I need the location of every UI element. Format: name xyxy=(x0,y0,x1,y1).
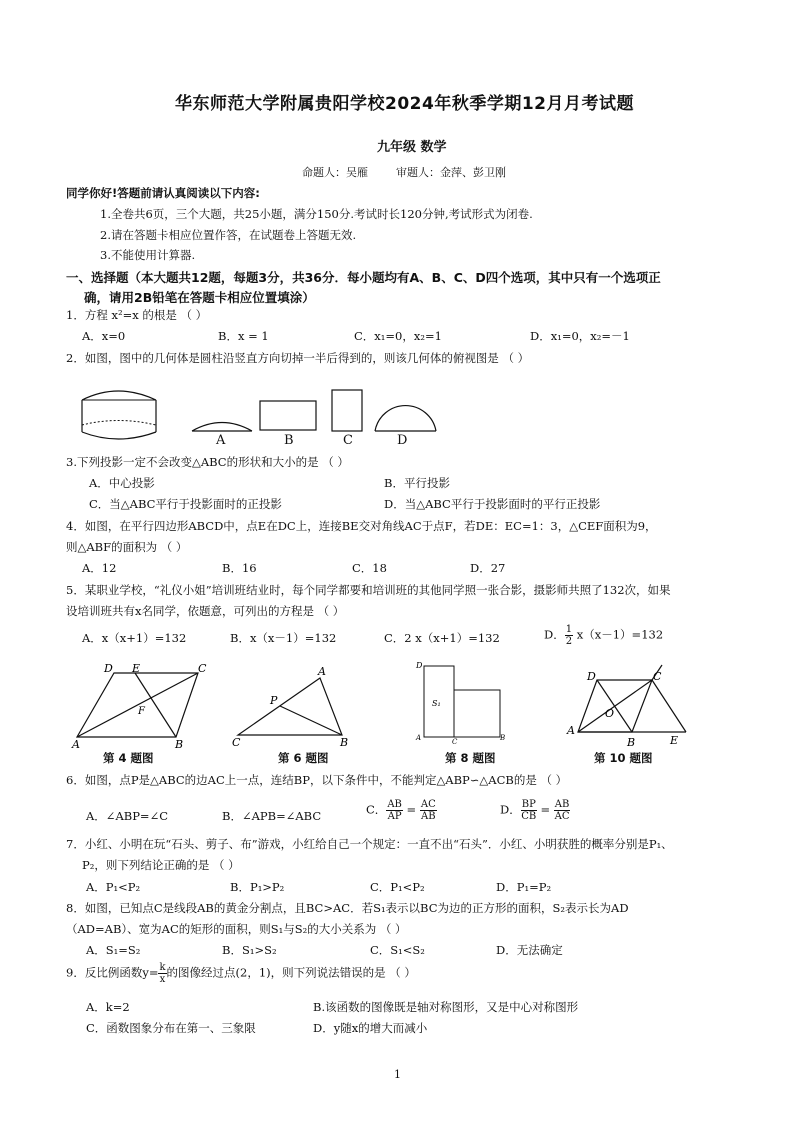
q5-option-d xyxy=(544,624,663,647)
fig10-label-a: A xyxy=(567,724,575,737)
fig10-label-d: D xyxy=(587,670,596,683)
q1-option-b: B．x = 1 xyxy=(218,329,269,343)
fig6-label-b: B xyxy=(340,736,349,749)
q6-c-prefix: C． xyxy=(366,802,387,817)
grade-subject: 九年级 数学 xyxy=(377,140,447,155)
q5-stem-line1: 5．某职业学校，“礼仪小姐”培训班结业时，每个同学都要和培训班的其他同学照一张合影，摄影师共照了132次，如果 xyxy=(66,583,671,597)
q6-option-b: B．∠APB=∠ABC xyxy=(222,809,322,823)
q7-option-a: A．P₁<P₂ xyxy=(86,880,141,894)
q2-label-d: D xyxy=(397,433,408,448)
q2-figures xyxy=(70,376,450,452)
q6-d-d2: AC xyxy=(554,811,570,822)
q8-stem-line1: 8．如图，已知点C是线段AB的黄金分割点，且BC>AC．若S₁表示以BC为边的正方形的面积，S₂表示长为AD xyxy=(66,901,629,915)
fig4-label-d: D xyxy=(104,662,113,675)
section1-heading-line2: 确，请用2B铅笔在答题卡相应位置填涂） xyxy=(84,290,315,305)
q7-stem-line1: 7．小红、小明在玩“石头、剪子、布”游戏，小红给自己一个规定：一直不出“石头”．小红、小明获胜的概率分别是P₁、 xyxy=(66,837,673,851)
q3-stem: 3.下列投影一定不会改变△ABC的形状和大小的是 （ ） xyxy=(66,455,349,469)
q6-c-d2: AB xyxy=(420,811,436,822)
q7-option-b: B．P₁>P₂ xyxy=(230,880,285,894)
q7-option-c: C．P₁<P₂ xyxy=(370,880,425,894)
fig8-label-s1: S₁ xyxy=(432,699,441,708)
q9-den: x xyxy=(159,974,166,985)
fig4-label-c: C xyxy=(198,662,207,675)
half-cylinder-figure xyxy=(82,391,156,439)
q8-option-a: A．S₁=S₂ xyxy=(86,943,141,957)
authors-line: 命题人：吴雁 审题人：金萍、彭卫刚 xyxy=(302,166,506,179)
fig8-label-c: C xyxy=(452,738,458,746)
section1-heading-line1: 一、选择题（本大题共12题，每题3分，共36分．每小题均有A、B、C、D四个选项，其中只有一个选项正 xyxy=(66,270,661,285)
option-d-figure xyxy=(375,406,436,431)
notice-item-1: 1.全卷共6页，三个大题，共25小题，满分150分.考试时长120分钟,考试形式为闭卷. xyxy=(100,207,533,221)
q6-d-d1: CB xyxy=(521,811,537,822)
q5-d-rest: x（x－1）=132 xyxy=(573,627,664,642)
fig10-label-e: E xyxy=(670,734,679,747)
q3-option-a: A．中心投影 xyxy=(89,476,155,490)
fig8-label-b: B xyxy=(500,734,506,742)
fig4-label-b: B xyxy=(175,738,184,751)
option-b-figure xyxy=(260,401,316,430)
q1-stem: 1．方程 x²=x 的根是 （ ） xyxy=(66,308,208,322)
q4-stem-line2: 则△ABF的面积为 （ ） xyxy=(66,540,188,554)
q5-d-num: 1 xyxy=(565,624,573,635)
fig4-diagram xyxy=(77,673,198,737)
q6-c-n1: AB xyxy=(387,799,402,810)
option-a-figure xyxy=(192,423,252,432)
q6-c-frac1 xyxy=(386,799,403,822)
fig8-caption: 第 8 题图 xyxy=(445,751,496,765)
q8-stem-line2: （AD=AB）、宽为AC的矩形的面积，则S₁与S₂的大小关系为 （ ） xyxy=(66,922,407,936)
notice-item-2: 2.请在答题卡相应位置作答，在试题卷上答题无效. xyxy=(100,228,357,242)
figures-row xyxy=(70,660,720,752)
q9-fraction xyxy=(158,962,166,985)
fig6-label-a: A xyxy=(318,665,326,678)
q6-d-n2: AB xyxy=(554,799,570,810)
q7-stem-line2: P₂，则下列结论正确的是 （ ） xyxy=(82,858,240,872)
fig6-label-c: C xyxy=(232,736,241,749)
q3-option-d: D．当△ABC平行于投影面时的平行正投影 xyxy=(384,497,601,511)
q3-option-b: B．平行投影 xyxy=(384,476,450,490)
q3-option-c: C．当△ABC平行于投影面时的正投影 xyxy=(89,497,282,511)
q6-stem: 6．如图，点P是△ABC的边AC上一点，连结BP，以下条件中，不能判定△ABP∽△ACB的是 （ ） xyxy=(66,773,568,787)
q6-d-n1: BP xyxy=(521,799,536,810)
fig6-label-p: P xyxy=(270,694,278,707)
q9-stem-rest: 的图像经过点(2，1)，则下列说法错误的是 （ ） xyxy=(166,965,416,980)
q6-d-frac2 xyxy=(554,799,571,822)
q4-option-a: A．12 xyxy=(82,561,117,575)
q6-c-d1: AP xyxy=(387,811,402,822)
q6-d-frac1 xyxy=(521,799,537,822)
q6-c-frac2 xyxy=(420,799,437,822)
q5-d-fraction xyxy=(565,624,573,647)
fig4-label-f: F xyxy=(138,706,145,717)
q6-option-d: D． $\frac{BP}{CB}$ = $\frac{AB}{AC}$ xyxy=(500,799,570,822)
option-c-figure xyxy=(332,390,362,431)
q9-stem-prefix: 9．反比例函数y= xyxy=(66,965,159,980)
q4-option-b: B．16 xyxy=(222,561,257,575)
q6-d-prefix: D． xyxy=(500,802,521,817)
q5-stem-line2: 设培训班共有x名同学，依题意，可列出的方程是 （ ） xyxy=(66,604,345,618)
fig10-label-o: O xyxy=(605,707,615,720)
fig4-caption: 第 4 题图 xyxy=(103,751,154,765)
page-number: 1 xyxy=(394,1068,401,1081)
q8-option-b: B．S₁>S₂ xyxy=(222,943,277,957)
q1-option-c: C．x₁=0，x₂=1 xyxy=(354,329,442,343)
fig4-label-e: E xyxy=(132,662,141,675)
q9-num: k xyxy=(159,962,166,973)
fig6-diagram xyxy=(238,678,342,735)
q6-option-c: C． $\frac{AB}{AP}$ = $\frac{AC}{AB}$ xyxy=(366,799,436,822)
fig10-label-c: C xyxy=(653,670,662,683)
q6-option-a: A．∠ABP=∠C xyxy=(86,809,169,823)
q9-option-d: D．y随x的增大而减小 xyxy=(313,1021,428,1035)
q8-option-d: D．无法确定 xyxy=(496,943,563,957)
q7-option-d: D．P₁=P₂ xyxy=(496,880,552,894)
q6-c-n2: AC xyxy=(420,799,436,810)
q5-option-a: A．x（x+1）=132 xyxy=(82,631,187,645)
fig8-label-a: A xyxy=(416,734,422,742)
fig4-label-a: A xyxy=(72,738,80,751)
q1-option-a: A．x=0 xyxy=(82,329,126,343)
q4-stem-line1: 4．如图，在平行四边形ABCD中，点E在DC上，连接BE交对角线AC于点F，若DE：EC=1：3，△CEF面积为9， xyxy=(66,519,657,533)
notice-heading: 同学你好!答题前请认真阅读以下内容: xyxy=(66,186,260,200)
notice-item-3: 3.不能使用计算器. xyxy=(100,248,196,262)
q5-option-c: C．2 x（x+1）=132 xyxy=(384,631,500,645)
q9-stem xyxy=(66,962,416,985)
fig10-caption: 第 10 题图 xyxy=(594,751,653,765)
fig8-label-d: D xyxy=(416,661,423,670)
q1-option-d: D．x₁=0，x₂=－1 xyxy=(530,329,630,343)
q4-option-d: D．27 xyxy=(470,561,506,575)
q5-option-b: B．x（x－1）=132 xyxy=(230,631,337,645)
q4-option-c: C．18 xyxy=(352,561,387,575)
q9-option-a: A．k=2 xyxy=(86,1000,130,1014)
q2-label-c: C xyxy=(343,433,353,448)
exam-title: 华东师范大学附属贵阳学校2024年秋季学期12月月考试题 xyxy=(175,94,634,114)
q5-d-prefix: D． xyxy=(544,627,565,642)
q9-option-b: B.该函数的图像既是轴对称图形，又是中心对称图形 xyxy=(313,1000,579,1014)
q2-label-a: A xyxy=(216,433,226,448)
fig10-label-b: B xyxy=(627,736,636,749)
q2-label-b: B xyxy=(284,433,294,448)
q2-stem: 2．如图，图中的几何体是圆柱沿竖直方向切掉一半后得到的，则该几何体的俯视图是 （ ） xyxy=(66,351,530,365)
q5-d-den: 2 xyxy=(565,636,573,647)
q9-option-c: C．函数图象分布在第一、三象限 xyxy=(86,1021,256,1035)
fig6-caption: 第 6 题图 xyxy=(278,751,329,765)
q8-option-c: C．S₁<S₂ xyxy=(370,943,425,957)
